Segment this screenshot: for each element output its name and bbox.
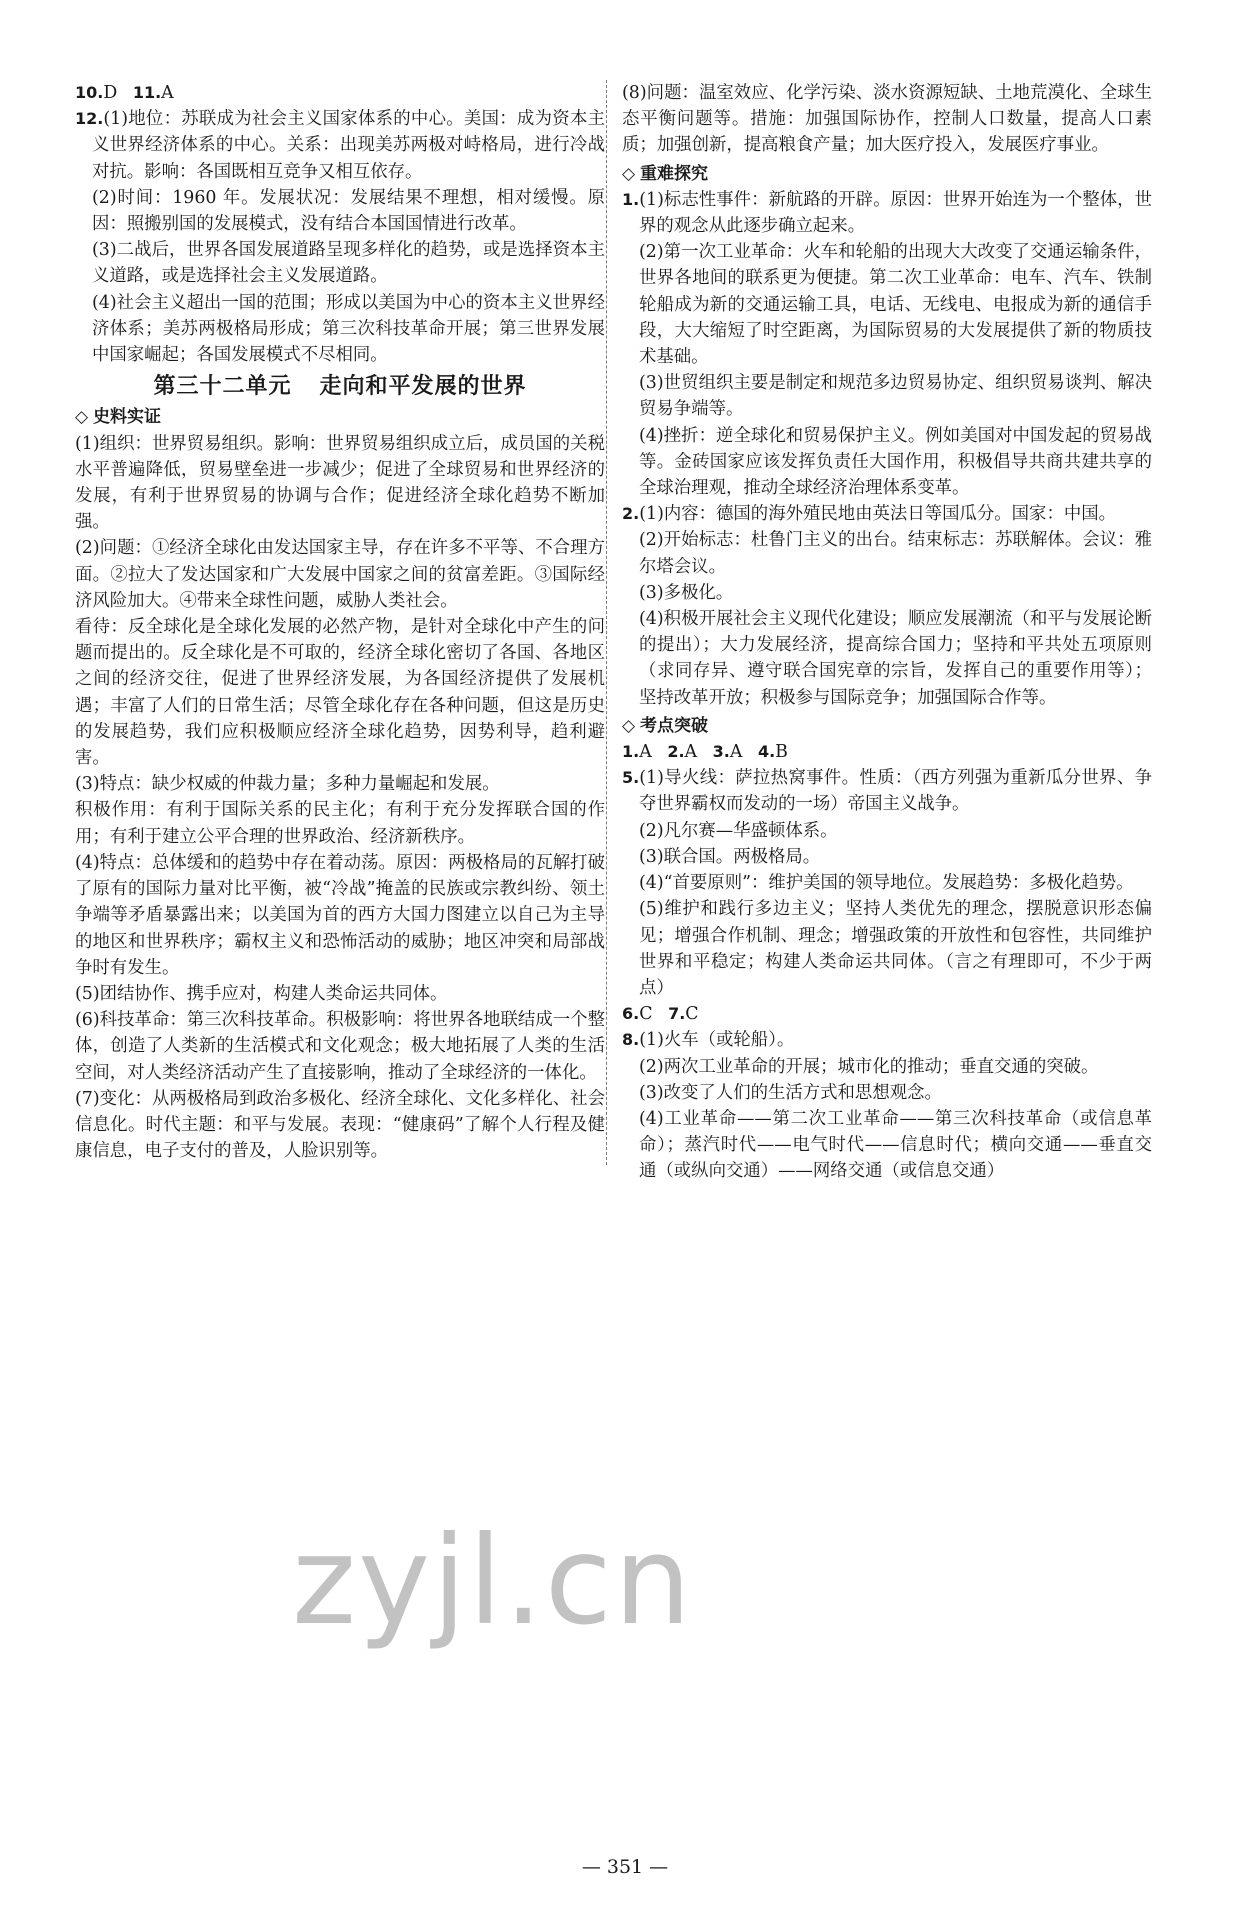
shiliao-3-effect: 积极作用：有利于国际关系的民主化；有利于充分发挥联合国的作用；有利于建立公平合理的世界政治、经济新秩序。 bbox=[75, 800, 605, 847]
answers-1-4: 1.A 2.A 3.A 4.B bbox=[622, 742, 788, 763]
zhongnan-2-part-2: (2)开始标志：杜鲁门主义的出台。结束标志：苏联解体。会议：雅尔塔会议。 bbox=[639, 530, 1152, 577]
section-heading-kaodian: ◇ 考点突破 bbox=[622, 713, 1152, 739]
shiliao-2: (2)问题：①经济全球化由发达国家主导，存在许多不平等、不合理方面。②拉大了发达国家和广大发展中国家之间的贫富差距。③国际经济风险加大。④带来全球性问题，威胁人类社会。 bbox=[75, 538, 605, 611]
right-column bbox=[622, 80, 1152, 1185]
shiliao-5: (5)团结协作、携手应对，构建人类命运共同体。 bbox=[75, 983, 448, 1004]
section-heading-shiliao: ◇ 史料实证 bbox=[75, 404, 605, 430]
kaodian-8-part-1: 8.(1)火车（或轮船）。 bbox=[622, 1030, 795, 1051]
watermark: zyjl.cn bbox=[292, 1510, 694, 1652]
page-number: — 351 — bbox=[581, 1856, 669, 1878]
zhongnan-1-part-1: 1.(1)标志性事件：新航路的开辟。原因：世界开始连为一个整体，世界的观念从此逐步确立起来。 bbox=[622, 189, 1152, 237]
left-column bbox=[75, 80, 605, 1164]
diamond-icon: ◇ bbox=[622, 163, 636, 184]
kaodian-8-part-2: (2)两次工业革命的开展；城市化的推动；垂直交通的突破。 bbox=[639, 1056, 1099, 1077]
kaodian-5-part-1: 5.(1)导火线：萨拉热窝事件。性质：（西方列强为重新瓜分世界、争夺世界霸权而发动的一场）帝国主义战争。 bbox=[622, 768, 1152, 815]
question-12-part-4: (4)社会主义超出一国的范围；形成以美国为中心的资本主义世界经济体系；美苏两极格局形成；第三次科技革命开展；第三世界发展中国家崛起；各国发展模式不尽相同。 bbox=[92, 292, 605, 366]
question-12-part-2: (2)时间：1960 年。发展状况：发展结果不理想，相对缓慢。原因：照搬别国的发展模式，没有结合本国国情进行改革。 bbox=[92, 187, 605, 235]
shiliao-2-view: 看待：反全球化是全球化发展的必然产物，是针对全球化中产生的问题而提出的。反全球化是不可取的，经济全球化密切了各国、各地区之间的经济交往，促进了世界经济发展，为各国经济提供了发展机遇；丰富了人们的日常生活；尽管全球化存在各种问题，但这是历史的发展趋势，我们应积极顺应经济全球化趋势，因势利导，趋利避害。 bbox=[75, 617, 605, 769]
kaodian-5-part-4: (4)“首要原则”：维护美国的领导地位。发展趋势：多极化趋势。 bbox=[639, 873, 1134, 894]
kaodian-5-part-2: (2)凡尔赛—华盛顿体系。 bbox=[639, 820, 838, 841]
shiliao-8: (8)问题：温室效应、化学污染、淡水资源短缺、土地荒漠化、全球生态平衡问题等。措施：加强国际协作，控制人口数量，提高人口素质；加强创新，提高粮食产量；加大医疗投入，发展医疗事业。 bbox=[622, 83, 1152, 156]
zhongnan-1-part-2: (2)第一次工业革命：火车和轮船的出现大大改变了交通运输条件，世界各地间的联系更为便捷。第二次工业革命：电车、汽车、铁制轮船成为新的交通运输工具，电话、无线电、电报成为新的通信手段，大大缩短了时空距离，为国际贸易的大发展提供了新的物质技术基础。 bbox=[639, 242, 1152, 368]
diamond-icon: ◇ bbox=[622, 715, 636, 736]
shiliao-7: (7)变化：从两极格局到政治多极化、经济全球化、文化多样化、社会信息化。时代主题：和平与发展。表现：“健康码”了解个人行程及健康信息，电子支付的普及，人脸识别等。 bbox=[75, 1088, 605, 1162]
answers-10-11: 10.D 11.A bbox=[75, 83, 174, 103]
kaodian-8-part-4: (4)工业革命——第二次工业革命——第三次科技革命（或信息革命）；蒸汽时代——电气时代——信息时代；横向交通——垂直交通（或纵向交通）——网络交通（或信息交通） bbox=[639, 1108, 1152, 1182]
zhongnan-2-part-4: (4)积极开展社会主义现代化建设；顺应发展潮流（和平与发展论断的提出）；大力发展经济，提高综合国力；坚持和平共处五项原则（求同存异、遵守联合国宪章的宗旨，发挥自己的重要作用等）；坚持改革开放；积极参与国际竞争；加强国际合作等。 bbox=[639, 609, 1152, 708]
shiliao-4: (4)特点：总体缓和的趋势中存在着动荡。原因：两极格局的瓦解打破了原有的国际力量对比平衡，被“冷战”掩盖的民族或宗教纠纷、领土争端等矛盾暴露出来；以美国为首的西方大国力图建立以自己为主导的地区和世界秩序；霸权主义和恐怖活动的威胁；地区冲突和局部战争时有发生。 bbox=[75, 852, 605, 978]
section-heading-zhongnan: ◇ 重难探究 bbox=[622, 161, 1152, 187]
column-divider bbox=[606, 80, 607, 1165]
shiliao-3: (3)特点：缺少权威的仲裁力量；多种力量崛起和发展。 bbox=[75, 774, 500, 795]
zhongnan-1-part-4: (4)挫折：逆全球化和贸易保护主义。例如美国对中国发起的贸易战等。金砖国家应该发挥负责任大国作用，积极倡导共商共建共享的全球治理观，推动全球经济治理体系变革。 bbox=[639, 425, 1152, 499]
unit-title: 第三十二单元 走向和平发展的世界 bbox=[153, 374, 527, 400]
question-12-part-1: 12.(1)地位：苏联成为社会主义国家体系的中心。美国：成为资本主义世界经济体系的中心。关系：出现美苏两极对峙格局，进行冷战对抗。影响：各国既相互竞争又相互依存。 bbox=[75, 109, 605, 182]
question-12-part-3: (3)二战后，世界各国发展道路呈现多样化的趋势，或是选择资本主义道路，或是选择社会主义发展道路。 bbox=[92, 240, 605, 287]
shiliao-1: (1)组织：世界贸易组织。影响：世界贸易组织成立后，成员国的关税水平普遍降低，贸易壁垒进一步减少；促进了全球贸易和世界经济的发展，有利于世界贸易的协调与合作；促进经济全球化趋势不断加强。 bbox=[75, 433, 605, 533]
kaodian-8-part-3: (3)改变了人们的生活方式和思想观念。 bbox=[639, 1082, 942, 1103]
shiliao-6: (6)科技革命：第三次科技革命。积极影响：将世界各地联结成一个整体，创造了人类新的生活模式和文化观念；极大地拓展了人类的生活空间，对人类经济活动产生了直接影响，推动了全球经济的一体化。 bbox=[75, 1010, 605, 1083]
kaodian-5-part-3: (3)联合国。两极格局。 bbox=[639, 846, 821, 867]
diamond-icon: ◇ bbox=[75, 407, 89, 428]
zhongnan-2-part-1: 2.(1)内容：德国的海外殖民地由英法日等国瓜分。国家：中国。 bbox=[622, 504, 1117, 525]
kaodian-5-part-5: (5)维护和践行多边主义；坚持人类优先的理念，摆脱意识形态偏见；增强合作机制、理念；增强政策的开放性和包容性，共同维护世界和平稳定；构建人类命运共同体。（言之有理即可，不少于两点） bbox=[639, 899, 1152, 998]
zhongnan-2-part-3: (3)多极化。 bbox=[639, 582, 734, 603]
zhongnan-1-part-3: (3)世贸组织主要是制定和规范多边贸易协定、组织贸易谈判、解决贸易争端等。 bbox=[639, 373, 1152, 420]
answers-6-7: 6.C 7.C bbox=[622, 1004, 699, 1025]
